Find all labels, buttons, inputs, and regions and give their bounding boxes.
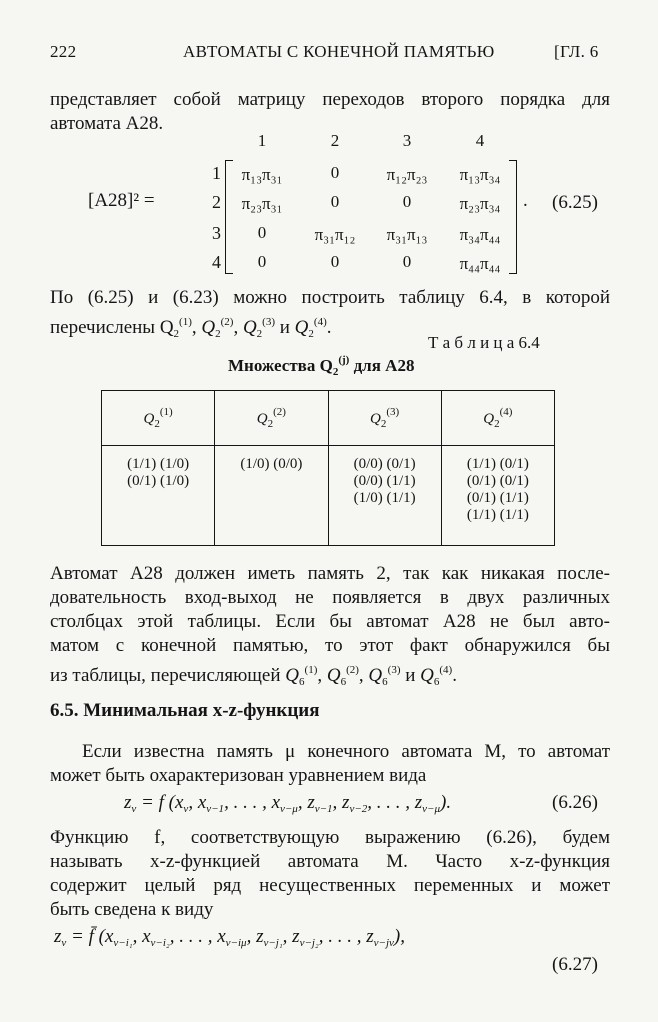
matrix-col-header: 4: [475, 131, 485, 150]
pair-entry: (1/1) (1/0): [127, 456, 190, 472]
para2-line-2: перечислены $Q_2^{(1)}$, $Q_2^{(2)}$, $Q_2^{(3)}$ и $Q_2^{(4)}$.: [50, 316, 332, 340]
pair-entry: (0/0) (0/1): [353, 456, 416, 472]
para5-line: содержит целый ряд несущественных переменных и может: [50, 875, 610, 896]
matrix-row-index: 2: [212, 192, 221, 212]
pair-entry: (0/1) (1/1): [466, 490, 529, 506]
para2-line-1: По (6.25) и (6.23) можно построить таблицу 6.4, в которой: [50, 287, 610, 308]
matrix-col-header: 2: [330, 131, 340, 150]
matrix-cell: π₂₃π₃₁: [241, 194, 283, 213]
page-number: 222: [50, 42, 77, 61]
table-header-cell: $Q_2^{(1)}$: [102, 391, 215, 446]
matrix-cell: 0: [330, 192, 340, 211]
matrix-cell: π₁₃π₃₄: [459, 165, 501, 184]
paragraph-memory: [50, 562, 610, 694]
table-caption: Множества $Q_2^{(j)}$ для A28: [228, 354, 415, 378]
matrix-cell: 0: [330, 252, 340, 271]
equation-number-6-26: (6.26): [552, 792, 598, 813]
equation-number-6-27: (6.27): [552, 954, 598, 975]
matrix-cell: π₂₃π₃₄: [459, 194, 501, 213]
para3-line: Автомат A28 должен иметь память 2, так как никакая после-: [50, 563, 610, 584]
para5-line: называть x-z-функцией автомата M. Часто x-z-функция: [50, 851, 610, 872]
running-title: АВТОМАТЫ С КОНЕЧНОЙ ПАМЯТЬЮ: [183, 42, 495, 61]
matrix-col-header: 3: [402, 131, 412, 150]
chapter-label: [ГЛ. 6: [554, 42, 599, 61]
para3-line: довательность вход-выход не появляется в двух различных: [50, 587, 610, 608]
pair-entry: (1/0) (0/0): [240, 456, 303, 472]
table-cell: [328, 446, 441, 546]
equation-number-6-25: (6.25): [552, 192, 598, 213]
intro-line-2: автомата A28.: [50, 113, 164, 134]
intro-paragraph: [50, 88, 610, 136]
table-header-cell: $Q_2^{(2)}$: [215, 391, 328, 446]
table-header-cell: $Q_2^{(3)}$: [328, 391, 441, 446]
table-row: [102, 446, 555, 546]
matrix-row-index: 3: [212, 223, 221, 243]
matrix-lhs: [A28]² =: [88, 190, 155, 211]
table-cell: [102, 446, 215, 546]
para5-line: быть сведена к виду: [50, 899, 214, 920]
pair-entry: (1/1) (1/1): [466, 507, 529, 523]
matrix-cell: π₃₁π₁₂: [314, 225, 356, 244]
section-heading: 6.5. Минимальная x-z-функция: [50, 700, 320, 721]
paragraph-memory-known: [50, 740, 610, 788]
para5-line: Функцию f, соответствующую выражению (6.26), будем: [50, 827, 610, 848]
matrix-cell: 0: [402, 252, 412, 271]
table-6-4: [101, 390, 555, 546]
pair-entry: (0/1) (1/0): [127, 473, 190, 489]
matrix-cell: π₁₃π₃₁: [241, 165, 283, 184]
equation-6-27: $z_\nu$ = f̄ ($x_{\nu-i_1}$, $x_{\nu-i_2}$, . . . , $x_{\nu-i\mu}$, $z_{\nu-j_1}$, $z_{\nu-j_2}$, . . . , $z_{\nu-j\nu}$),: [54, 926, 405, 949]
table-cell: [441, 446, 554, 546]
para3-line: матом с конечной памятью, то этот факт обнаружился бы: [50, 635, 610, 656]
table-label: Т а б л и ц а 6.4: [428, 333, 540, 352]
matrix-cell: 0: [257, 252, 267, 271]
matrix-cell: π₁₂π₂₃: [386, 165, 428, 184]
matrix-row-index: 4: [212, 252, 221, 272]
table-header-row: [102, 391, 555, 446]
para4-line-2: может быть охарактеризован уравнением вида: [50, 765, 427, 786]
matrix-period: .: [523, 190, 528, 211]
matrix-cell: 0: [402, 192, 412, 211]
table-cell: [215, 446, 328, 546]
paragraph-xz-function: [50, 826, 610, 922]
pair-entry: (1/0) (1/1): [353, 490, 416, 506]
intro-line-1: представляет собой матрицу переходов второго порядка для: [50, 89, 610, 110]
matrix-cell: π₄₄π₄₄: [459, 254, 501, 273]
matrix-col-header: 1: [257, 131, 267, 150]
para4-line-1: Если известна память μ конечного автомата M, то автомат: [82, 741, 610, 762]
pair-entry: (0/1) (0/1): [466, 473, 529, 489]
equation-6-26: $z_\nu = f$ ($x_\nu$, $x_{\nu-1}$, . . . , $x_{\nu-\mu}$, $z_{\nu-1}$, $z_{\nu-2}$, . . . , $z_{\nu-\mu}$).: [124, 792, 452, 815]
matrix-cell: π₃₁π₁₃: [386, 225, 428, 244]
pair-entry: (0/0) (1/1): [353, 473, 416, 489]
para3-line-last: из таблицы, перечисляющей $Q_6^{(1)}$, $Q_6^{(2)}$, $Q_6^{(3)}$ и $Q_6^{(4)}$.: [50, 664, 457, 688]
table-header-cell: $Q_2^{(4)}$: [441, 391, 554, 446]
para3-line: столбцах этой таблицы. Если бы автомат A28 не был авто-: [50, 611, 610, 632]
pair-entry: (1/1) (0/1): [466, 456, 529, 472]
matrix-row-index: 1: [212, 163, 221, 183]
matrix-cell: 0: [257, 223, 267, 242]
matrix-cell: 0: [330, 163, 340, 182]
matrix-cell: π₃₄π₄₄: [459, 225, 501, 244]
